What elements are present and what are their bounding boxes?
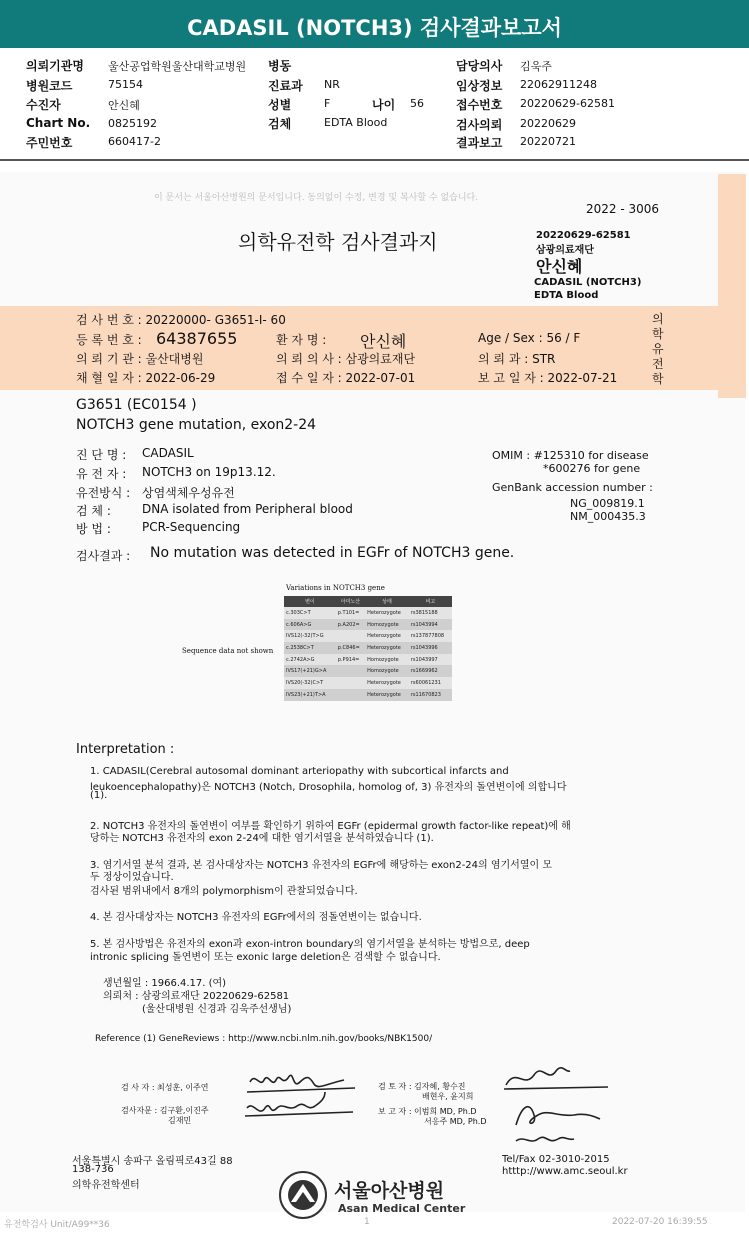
patient-name: 안신혜 [360,332,407,351]
header-label: 나이 [372,98,396,112]
registration-label: 등 록 번 호 : [76,333,142,347]
sticker-specimen: EDTA Blood [534,290,599,301]
table-header-row [284,596,452,607]
table-cell: IVS12(-32)T>G [284,630,336,642]
header-label: 주민번호 [26,136,73,150]
reporter: 보 고 자 : 이범희 MD, Ph.D [378,1107,477,1116]
table-row [284,619,452,631]
interp-line: 1. CADASIL(Cerebral autosomal dominant arteriopathy with subcortical infarcts and [90,766,509,777]
interp-line: 2. NOTCH3 유전자의 돌연변이 여부를 확인하기 위하여 EGFr (epidermal growth factor-like repeat)에 해 [90,821,571,832]
header-value: 22062911248 [520,78,597,91]
address: 서울특별시 송파구 올림픽로43길 88 [72,1156,233,1167]
table-cell: p.T101= [336,607,365,619]
requester-detail: (울산대병원 신경과 김욱주선생님) [142,1004,292,1015]
header-label: 검체 [268,117,292,131]
table-cell: rs1043996 [409,642,452,654]
header-label: 수진자 [26,98,61,112]
table-cell: rs1043997 [409,654,452,666]
method-label: 방 법 : [76,522,111,536]
table-row [284,689,452,701]
requesting-doctor: 의 뢰 의 사 : 삼광의료재단 [276,352,416,366]
table-cell: c.2538C>T [284,642,336,654]
table-cell: Heterozygote [365,607,409,619]
header-value: 20220721 [520,135,576,148]
genbank-ng: NG_009819.1 [570,497,645,510]
table-cell: rs60061231 [409,677,452,689]
reviewer: 검 토 자 : 김자혜, 황수진 [378,1082,466,1091]
header-value: 660417-2 [108,135,161,148]
diagnosis-label: 진 단 명 : [76,448,127,462]
side-label: 의학유전학 [652,312,664,386]
table-row [284,607,452,619]
interp-line: 검사된 범위내에서 8개의 polymorphism이 관찰되었습니다. [90,886,358,897]
requesting-org: 의 뢰 기 관 : 울산대병원 [76,352,204,366]
header-value: 0825192 [108,117,157,130]
inheritance-value: 상염색체우성유전 [142,486,235,500]
table-cell: Heterozygote [365,677,409,689]
examiner: 검 사 자 : 최성훈, 이주연 [121,1083,209,1092]
footer-unit: 유전학검사 Unit/A99**36 [4,1220,110,1230]
inheritance-label: 유전방식 : [76,486,131,500]
document-number: 2022 - 3006 [586,202,660,216]
table-cell: Homozygote [365,619,409,631]
table-cell: IVS17(+21)G>A [284,665,336,677]
result-label: 검사결과 : [76,549,131,563]
table-row [284,630,452,642]
method-value: PCR-Sequencing [142,520,241,534]
header-value: EDTA Blood [324,116,388,129]
interp-line: 3. 염기서열 분석 결과, 본 검사대상자는 NOTCH3 유전자의 EGFr에 해당하는 exon2-24의 염기서열이 모 [90,860,553,871]
header-label: Chart No. [26,116,91,130]
age-sex: Age / Sex : 56 / F [478,331,581,345]
sticker-accession: 20220629-62581 [536,230,631,241]
sticker-test: CADASIL (NOTCH3) [534,277,642,288]
reviewer-extra: 배현우, 윤지희 [422,1092,474,1101]
table-cell: c.303C>T [284,607,336,619]
report-date: 보 고 일 자 : 2022-07-21 [478,371,618,385]
hospital-name-ko: 서울아산병원 [334,1180,445,1202]
table-row [284,665,452,677]
requester: 의뢰처 : 삼광의료재단 20220629-62581 [103,991,290,1002]
table-row [284,654,452,666]
center-name: 의학유전학센터 [72,1180,140,1191]
header-value: NR [324,78,340,91]
table-cell: Heterozygote [365,630,409,642]
advisor-extra: 김재민 [168,1116,192,1125]
test-code: G3651 (EC0154 ) [76,397,197,413]
genbank-nm: NM_000435.3 [570,510,646,523]
table-header: 상태 [365,596,409,607]
table-cell: Heterozygote [365,642,409,654]
hospital-name-en: Asan Medical Center [338,1202,466,1215]
header-value: 김욱주 [520,60,552,73]
interp-line: intronic splicing 돌연변이 또는 exonic large deletion은 검색할 수 없습니다. [90,952,441,963]
interpretation-title: Interpretation : [76,742,175,757]
gene-label: 유 전 자 : [76,467,127,481]
registration-number: 64387655 [156,329,238,348]
diagnosis-value: CADASIL [142,446,194,460]
report-title: 의학유전학 검사결과지 [238,230,438,254]
table-cell [336,689,365,701]
table-cell [336,665,365,677]
receipt-date: 접 수 일 자 : 2022-07-01 [276,371,416,385]
sequence-note: Sequence data not shown [182,647,274,655]
website: htttp://www.amc.seoul.kr [502,1166,628,1177]
header-value: 20220629 [520,117,576,130]
table-cell: rs1043994 [409,619,452,631]
reference: Reference (1) GeneReviews : http://www.ncbi.nlm.nih.gov/books/NBK1500/ [95,1034,433,1044]
table-cell: IVS23(+21)T>A [284,689,336,701]
table-cell: Homozygote [365,665,409,677]
header-label: 접수번호 [456,98,503,112]
header-value: 56 [410,97,424,110]
exam-number: 검 사 번 호 : 20220000- G3651-I- 60 [76,313,286,327]
collection-date: 채 혈 일 자 : 2022-06-29 [76,371,216,385]
requesting-dept: 의 뢰 과 : STR [478,352,556,366]
specimen-label: 검 체 : [76,504,111,518]
gene-value: NOTCH3 on 19p13.12. [142,465,276,479]
table-cell: p.A202= [336,619,365,631]
table-cell [336,630,365,642]
table-row [284,677,452,689]
header-label: 성별 [268,98,292,112]
asan-foundation-logo [278,1170,328,1220]
interp-line: 두 정상이었습니다. [90,872,174,883]
table-header: 아미노산 [336,596,365,607]
table-cell: c.2742A>G [284,654,336,666]
interp-line: leukoencephalopathy)은 NOTCH3 (Notch, Drosophila, homolog of, 3) 유전자의 돌연변이에 의합니다 [90,782,567,793]
omim-disease: OMIM : #125310 for disease [492,449,649,462]
omim-gene: *600276 for gene [543,462,641,475]
footer-page: 1 [364,1217,370,1227]
header-value: 울산공업학원울산대학교병원 [108,60,247,73]
header-label: 진료과 [268,79,303,93]
zip-code: 138-736 [72,1164,114,1175]
genbank-label: GenBank accession number : [492,481,653,494]
header-value: 75154 [108,78,143,91]
table-cell: rs11670823 [409,689,452,701]
copyright-notice: 이 문서는 서울아산병원의 문서입니다. 동의없이 수정, 변경 및 복사할 수 없습니다. [154,193,479,203]
table-header: 변이 [284,596,336,607]
table-cell: rs137877808 [409,630,452,642]
table-cell: Heterozygote [365,689,409,701]
patient-label: 환 자 명 : [276,333,327,347]
interp-line: (1). [90,790,108,801]
header-label: 병원코드 [26,79,73,93]
header-label: 의뢰기관명 [26,59,84,73]
variations-title: Variations in NOTCH3 gene [286,584,385,592]
table-cell [336,677,365,689]
sticker-lab: 삼광의료재단 [536,245,594,256]
header-label: 검사의뢰 [456,118,503,132]
table-cell: Homozygote [365,654,409,666]
examiner-signature [235,1060,365,1130]
header-value: F [324,97,331,110]
table-cell: p.P914= [336,654,365,666]
table-cell: rs1669962 [409,665,452,677]
advisor: 검사자문 : 김구환,이진주 [121,1106,209,1115]
interp-line: 4. 본 검사대상자는 NOTCH3 유전자의 EGFr에서의 점돌연변이는 없습니다. [90,912,422,923]
header-value: 안신혜 [108,99,140,112]
result-text: No mutation was detected in EGFr of NOTCH3 gene. [150,545,515,561]
table-cell: p.C846= [336,642,365,654]
reporter-extra: 서응주 MD, Ph.D [424,1117,487,1126]
footer-timestamp: 2022-07-20 16:39:55 [612,1217,708,1227]
header-label: 임상정보 [456,79,503,93]
reviewer-signature [496,1055,616,1150]
tel-fax: Tel/Fax 02-3010-2015 [502,1154,610,1165]
test-name: NOTCH3 gene mutation, exon2-24 [76,417,317,433]
sticker-patient: 안신혜 [536,257,583,276]
header-divider [0,159,749,161]
variations-table [284,596,452,701]
report-banner-title: CADASIL (NOTCH3) 검사결과보고서 [0,0,749,48]
header-label: 담당의사 [456,59,503,73]
table-cell: rs3815188 [409,607,452,619]
table-cell: c.606A>G [284,619,336,631]
table-row [284,642,452,654]
header-value: 20220629-62581 [520,97,615,110]
specimen-value: DNA isolated from Peripheral blood [142,502,353,516]
interp-line: 5. 본 검사방법은 유전자의 exon과 exon-intron boundary의 염기서열을 분석하는 방법으로, deep [90,939,530,950]
header-label: 결과보고 [456,136,503,150]
table-cell: IVS20(-32)C>T [284,677,336,689]
birth-date: 생년월일 : 1966.4.17. (여) [103,978,227,989]
table-header: 비고 [409,596,452,607]
header-label: 병동 [268,59,292,73]
interp-line: 당하는 NOTCH3 유전자의 exon 2-24에 대한 염기서열을 분석하였습니다 (1). [90,833,434,844]
